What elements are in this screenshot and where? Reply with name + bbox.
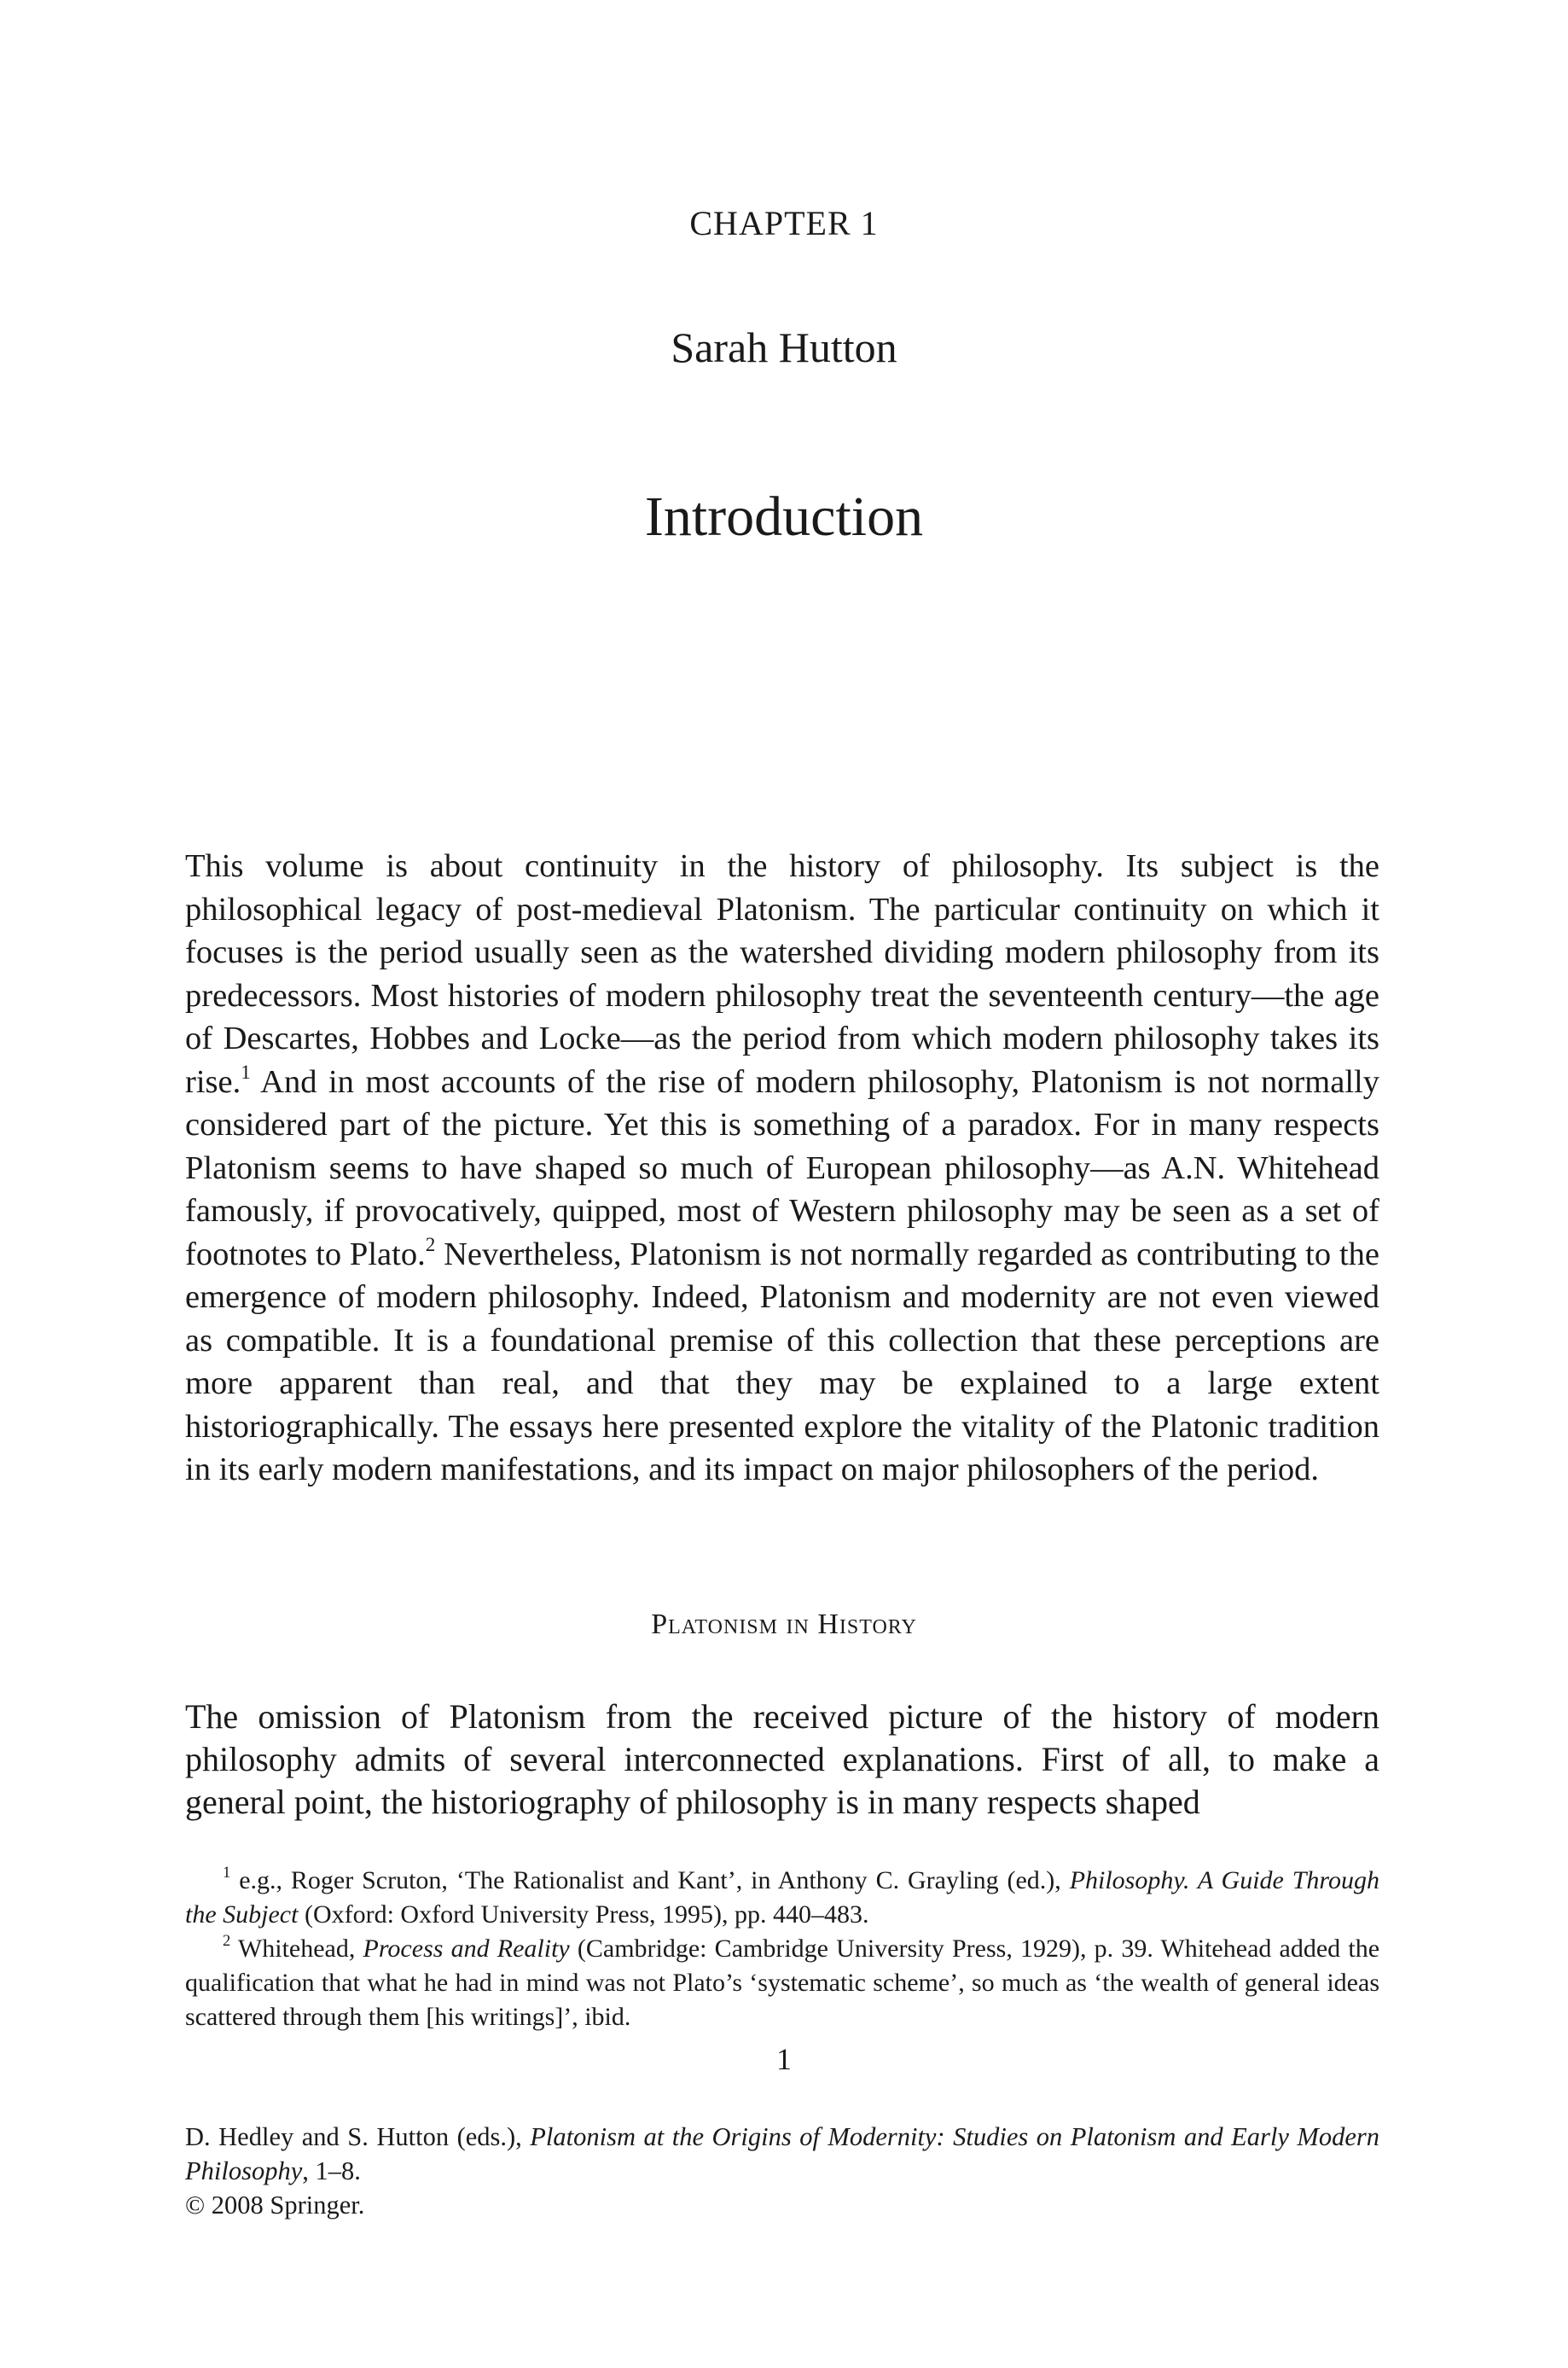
footnote-number: 1: [223, 1863, 231, 1882]
footnote-book-title: Process and Reality: [363, 1935, 570, 1963]
citation-editors: D. Hedley and S. Hutton (eds.),: [185, 2122, 531, 2151]
footnote-1: [185, 1864, 1379, 1932]
section-heading: Platonism in History: [651, 1609, 917, 1640]
footnote-ref-1[interactable]: 1: [241, 1060, 251, 1083]
chapter-label: CHAPTER 1: [689, 204, 879, 242]
section-paragraph: [185, 1696, 1379, 1824]
intro-paragraph: [185, 845, 1379, 1492]
citation-book-title: Platonism at the Origins of Modernity: Studies on Platonism and Early Modern Philosophy: [185, 2122, 1379, 2185]
footnote-text: (Cambridge: Cambridge University Press, 1929), p. 39. Whitehead added the qualification that what he had in mind was not Plato’s ‘systematic scheme’, so much as ‘the wealth of general ideas scattered through them [his writings]’, ibid.: [185, 1935, 1380, 2031]
footnote-text: e.g., Roger Scruton, ‘The Rationalist and Kant’, in Anthony C. Grayling (ed.),: [239, 1866, 1070, 1894]
chapter-author: Sarah Hutton: [671, 323, 897, 371]
citation-line: [185, 2120, 1379, 2188]
footnotes: [185, 1864, 1379, 2034]
citation-block: [185, 2120, 1379, 2222]
intro-text-part-1: This volume is about continuity in the history of philosophy. Its subject is the philosophical legacy of post-medieval Platonism. The particular continuity on which it focuses is the period usually seen as the watershed dividing modern philosophy from its predecessors. Most histories of modern philosophy treat the seventeenth century—the age of Descartes, Hobbes and Locke—as the period from which modern philosophy takes its rise.: [185, 848, 1379, 1100]
intro-text-part-3: Nevertheless, Platonism is not normally regarded as contributing to the emergence of modern philosophy. Indeed, Platonism and modernity are not even viewed as compatible. It is a foundational premise of this collection that these perceptions are more apparent than real, and that they may be explained to a large extent historiographically. The essays here presented explore the vitality of the Platonic tradition in its early modern manifestations, and its impact on major philosophers of the period.: [185, 1236, 1379, 1487]
footnote-text: Whitehead,: [237, 1935, 363, 1963]
copyright: © 2008 Springer.: [185, 2191, 365, 2220]
footnote-text: (Oxford: Oxford University Press, 1995), pp. 440–483.: [298, 1900, 869, 1929]
intro-text-part-2: And in most accounts of the rise of modern philosophy, Platonism is not normally considered part of the picture. Yet this is something of a paradox. For in many respects Platonism seems to have shaped so much of European philosophy—as A.N. Whitehead famously, if provocatively, quipped, most of Western philosophy may be seen as a set of footnotes to Plato.: [185, 1063, 1379, 1272]
chapter-title: Introduction: [644, 486, 924, 548]
page-number: 1: [776, 2042, 792, 2076]
section-paragraph-text: The omission of Platonism from the received picture of the history of modern philosophy admits of several interconnected explanations. First of all, to make a general point, the historiography of philosophy is in many respects shaped: [185, 1697, 1379, 1821]
footnote-ref-2[interactable]: 2: [425, 1232, 436, 1255]
footnote-number: 2: [223, 1931, 231, 1950]
footnote-book-title: Philosophy. A Guide Through the Subject: [185, 1866, 1379, 1929]
citation-pages: , 1–8.: [302, 2156, 361, 2185]
footnote-2: [185, 1932, 1379, 2034]
